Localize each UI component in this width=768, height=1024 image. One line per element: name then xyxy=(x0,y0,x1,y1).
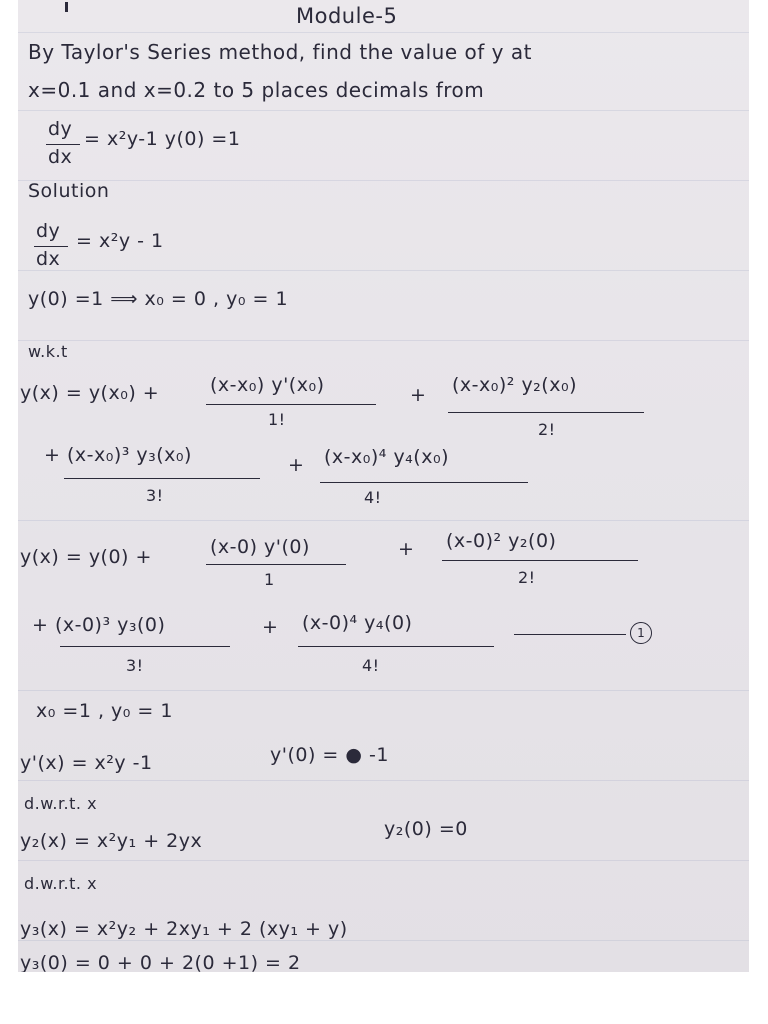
first-derivative-at-zero: y'(0) = ● -1 xyxy=(270,744,389,766)
third-derivative: y₃(x) = x²y₂ + 2xy₁ + 2 (xy₁ + y) xyxy=(20,918,348,940)
notebook-page xyxy=(18,0,749,972)
taylor0-term4-bar xyxy=(298,646,494,647)
third-derivative-at-zero: y₃(0) = 0 + 0 + 2(0 +1) = 2 xyxy=(20,952,301,972)
taylor0-term3-bar xyxy=(60,646,230,647)
page-title: Module-5 xyxy=(296,4,398,28)
taylor0-term1-denominator: 1 xyxy=(264,570,275,589)
problem-eq-denominator: dx xyxy=(48,146,73,168)
taylor-lhs: y(x) = y(x₀) + xyxy=(20,382,160,404)
taylor-term4-bar xyxy=(320,482,528,483)
taylor0-term2-numerator: (x-0)² y₂(0) xyxy=(446,530,557,552)
pen-tick-mark xyxy=(65,2,68,12)
taylor0-term3-denominator: 3! xyxy=(126,656,144,675)
problem-eq-rhs: = x²y-1 y(0) =1 xyxy=(84,128,241,150)
second-derivative-at-zero: y₂(0) =0 xyxy=(384,818,468,840)
equation-rule xyxy=(514,634,626,635)
taylor-plus-1: + xyxy=(410,384,427,406)
taylor0-term2-denominator: 2! xyxy=(518,568,536,587)
taylor-term3-denominator: 3! xyxy=(146,486,164,505)
taylor0-term1-bar xyxy=(206,564,346,565)
second-derivative: y₂(x) = x²y₁ + 2yx xyxy=(20,830,203,852)
problem-eq-fraction-bar xyxy=(46,144,80,145)
taylor0-plus-2: + xyxy=(262,616,279,638)
taylor-term2-denominator: 2! xyxy=(538,420,556,439)
de-fraction-bar xyxy=(34,246,68,247)
taylor0-term4-denominator: 4! xyxy=(362,656,380,675)
problem-line-2: x=0.1 and x=0.2 to 5 places decimals from xyxy=(28,78,485,102)
taylor0-term3-numerator: + (x-0)³ y₃(0) xyxy=(32,614,166,636)
problem-line-1: By Taylor's Series method, find the value of y at xyxy=(28,40,532,64)
taylor-term1-numerator: (x-x₀) y'(x₀) xyxy=(210,374,325,396)
differentiate-wrt-x-1: d.w.r.t. x xyxy=(24,794,98,813)
problem-eq-numerator: dy xyxy=(48,118,73,140)
de-rhs: = x²y - 1 xyxy=(76,230,164,252)
taylor-term3-bar xyxy=(64,478,260,479)
taylor-term1-bar xyxy=(206,404,376,405)
differentiate-wrt-x-2: d.w.r.t. x xyxy=(24,874,98,893)
taylor0-lhs: y(x) = y(0) + xyxy=(20,546,152,568)
taylor0-term4-numerator: (x-0)⁴ y₄(0) xyxy=(302,612,413,634)
taylor0-term1-numerator: (x-0) y'(0) xyxy=(210,536,310,558)
taylor-term4-numerator: (x-x₀)⁴ y₄(x₀) xyxy=(324,446,449,468)
wkt-label: w.k.t xyxy=(28,342,68,361)
taylor-term2-numerator: (x-x₀)² y₂(x₀) xyxy=(452,374,577,396)
de-numerator: dy xyxy=(36,220,61,242)
x0-y0-values: x₀ =1 , y₀ = 1 xyxy=(36,700,173,722)
taylor0-plus-1: + xyxy=(398,538,415,560)
first-derivative: y'(x) = x²y -1 xyxy=(20,752,153,774)
solution-heading: Solution xyxy=(28,180,110,202)
taylor-term1-denominator: 1! xyxy=(268,410,286,429)
taylor-term2-bar xyxy=(448,412,644,413)
taylor-term3-numerator: + (x-x₀)³ y₃(x₀) xyxy=(44,444,192,466)
equation-number-badge: 1 xyxy=(630,622,652,644)
taylor-term4-denominator: 4! xyxy=(364,488,382,507)
taylor0-term2-bar xyxy=(442,560,638,561)
initial-condition: y(0) =1 ⟹ x₀ = 0 , y₀ = 1 xyxy=(28,288,289,310)
taylor-plus-2: + xyxy=(288,454,305,476)
de-denominator: dx xyxy=(36,248,61,270)
